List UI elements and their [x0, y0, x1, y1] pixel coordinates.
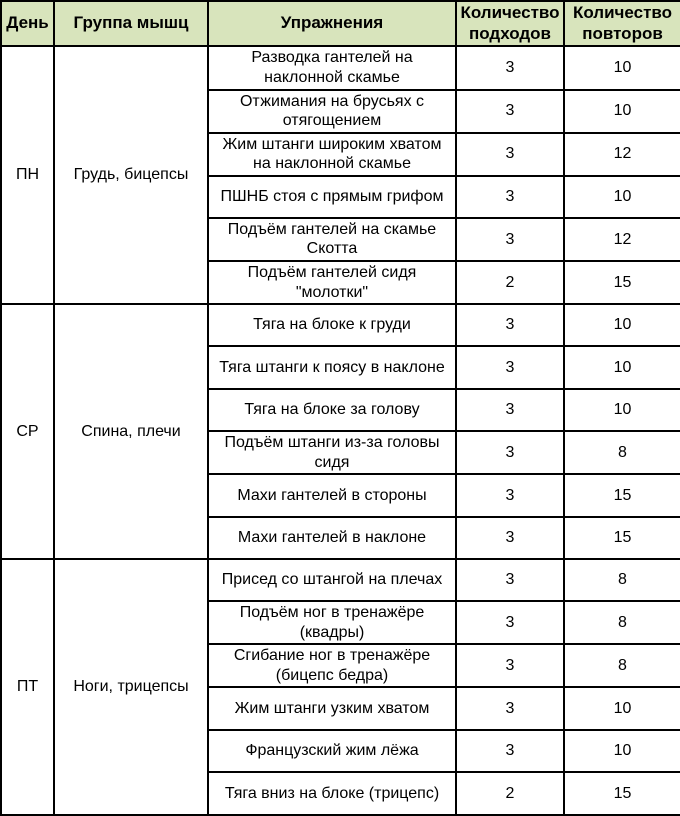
table-row — [1, 304, 680, 346]
sets-cell: 3 — [456, 431, 564, 474]
reps-cell: 8 — [564, 559, 680, 601]
day-cell: ПТ — [1, 559, 54, 815]
reps-cell: 12 — [564, 218, 680, 261]
sets-cell: 3 — [456, 474, 564, 516]
col-header-sets: Количество подходов — [456, 1, 564, 46]
exercise-cell: Присед со штангой на плечах — [208, 559, 456, 601]
exercise-cell: Отжимания на брусьях с отягощением — [208, 90, 456, 133]
exercise-cell: Тяга вниз на блоке (трицепс) — [208, 772, 456, 814]
day-cell: ПН — [1, 46, 54, 304]
exercise-cell: Разводка гантелей на наклонной скамье — [208, 46, 456, 89]
sets-cell: 3 — [456, 46, 564, 89]
exercise-cell: Подъём гантелей на скамье Скотта — [208, 218, 456, 261]
reps-cell: 15 — [564, 474, 680, 516]
exercise-cell: Тяга на блоке к груди — [208, 304, 456, 346]
exercise-cell: Тяга на блоке за голову — [208, 389, 456, 431]
sets-cell: 3 — [456, 517, 564, 559]
reps-cell: 15 — [564, 772, 680, 814]
sets-cell: 3 — [456, 176, 564, 218]
sets-cell: 2 — [456, 772, 564, 814]
sets-cell: 3 — [456, 687, 564, 729]
sets-cell: 3 — [456, 559, 564, 601]
sets-cell: 3 — [456, 601, 564, 644]
muscle-group-cell: Спина, плечи — [54, 304, 208, 559]
reps-cell: 10 — [564, 176, 680, 218]
sets-cell: 3 — [456, 133, 564, 176]
reps-cell: 10 — [564, 346, 680, 388]
exercise-cell: Французский жим лёжа — [208, 730, 456, 772]
col-header-muscle-group: Группа мышц — [54, 1, 208, 46]
exercise-cell: Тяга штанги к поясу в наклоне — [208, 346, 456, 388]
sets-cell: 3 — [456, 730, 564, 772]
sets-cell: 3 — [456, 304, 564, 346]
header-row — [1, 1, 680, 46]
sets-cell: 3 — [456, 644, 564, 687]
exercise-cell: Сгибание ног в тренажёре (бицепс бедра) — [208, 644, 456, 687]
sets-cell: 3 — [456, 218, 564, 261]
exercise-cell: Жим штанги широким хватом на наклонной скамье — [208, 133, 456, 176]
reps-cell: 12 — [564, 133, 680, 176]
table-row — [1, 559, 680, 601]
reps-cell: 10 — [564, 730, 680, 772]
table-body — [1, 46, 680, 814]
sets-cell: 3 — [456, 346, 564, 388]
sets-cell: 3 — [456, 90, 564, 133]
exercise-cell: Подъём гантелей сидя "молотки" — [208, 261, 456, 304]
reps-cell: 10 — [564, 389, 680, 431]
muscle-group-cell: Грудь, бицепсы — [54, 46, 208, 304]
reps-cell: 10 — [564, 46, 680, 89]
reps-cell: 10 — [564, 90, 680, 133]
sets-cell: 3 — [456, 389, 564, 431]
reps-cell: 8 — [564, 601, 680, 644]
reps-cell: 15 — [564, 517, 680, 559]
exercise-cell: Подъём ног в тренажёре (квадры) — [208, 601, 456, 644]
reps-cell: 8 — [564, 644, 680, 687]
day-cell: СР — [1, 304, 54, 559]
col-header-exercises: Упражнения — [208, 1, 456, 46]
reps-cell: 10 — [564, 304, 680, 346]
col-header-reps: Количество повторов — [564, 1, 680, 46]
muscle-group-cell: Ноги, трицепсы — [54, 559, 208, 815]
exercise-cell: Махи гантелей в стороны — [208, 474, 456, 516]
exercise-cell: Подъём штанги из-за головы сидя — [208, 431, 456, 474]
reps-cell: 10 — [564, 687, 680, 729]
reps-cell: 8 — [564, 431, 680, 474]
sets-cell: 2 — [456, 261, 564, 304]
reps-cell: 15 — [564, 261, 680, 304]
table-row — [1, 46, 680, 89]
exercise-cell: Махи гантелей в наклоне — [208, 517, 456, 559]
exercise-cell: Жим штанги узким хватом — [208, 687, 456, 729]
exercise-cell: ПШНБ стоя с прямым грифом — [208, 176, 456, 218]
col-header-day: День — [1, 1, 54, 46]
